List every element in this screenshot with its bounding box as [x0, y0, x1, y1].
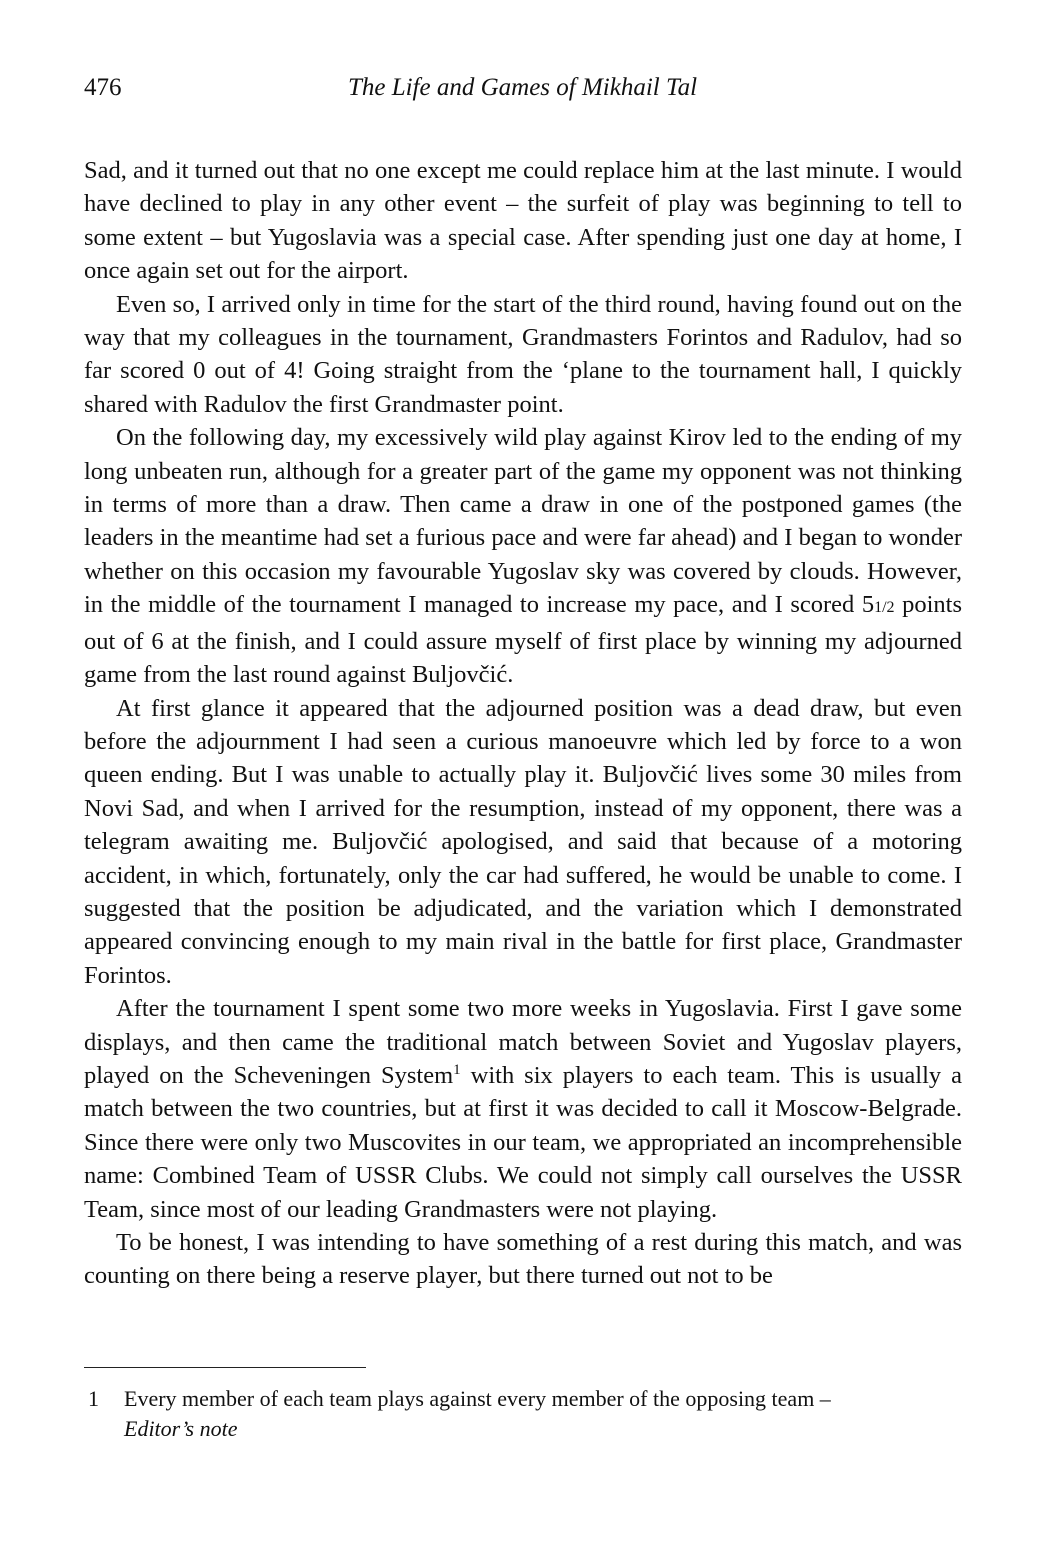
footnote-rule [84, 1367, 366, 1368]
fraction: 1/2 [874, 599, 895, 617]
footnote-number: 1 [88, 1386, 99, 1411]
footnote-body [124, 1384, 962, 1444]
footnote-text: Every member of each team plays against every member of the opposing team – [124, 1386, 831, 1411]
paragraph: At first glance it appeared that the adjourned position was a dead draw, but even before the adjournment I had seen a curious manoeuvre which led by force to a won queen ending. But I was unable to actually play it. Buljovčić lives some 30 miles from Novi Sad, and when I arrived for the resumption, instead of my opponent, there was a telegram awaiting me. Buljovčić apologised, and said that because of a motoring accident, in which, fortunately, only the car had suffered, he would be unable to come. I suggested that the position be adjudicated, and the variation which I demonstrated appeared convincing enough to my main rival in the battle for first place, Grandmaster Forintos. [84, 694, 962, 989]
paragraph: Sad, and it turned out that no one except me could replace him at the last minute. I would have declined to play in any other event – the surfeit of play was beginning to tell to some extent – but Yugoslavia was a special case. After spending just one day at home, I once again set out for the airport. [84, 157, 962, 285]
paragraph-text: points out of 6 at the finish, and I could assure myself of first place by winning my adjourned game from the last round against Buljovčić. [84, 591, 962, 689]
paragraph [84, 992, 962, 1226]
paragraph-text: After the tournament I spent some two more weeks in Yugoslavia. First I gave some displays, and then came the traditional match between Soviet and Yugoslav players, played on the Scheveningen System [84, 995, 962, 1089]
body-text [84, 154, 962, 1293]
page-number: 476 [84, 74, 122, 101]
footnote-ref[interactable]: 1 [453, 1061, 461, 1078]
paragraph [84, 421, 962, 691]
paragraph: To be honest, I was intending to have something of a rest during this match, and was counting on there being a reserve player, but there turned out not to be [84, 1229, 962, 1290]
paragraph: Even so, I arrived only in time for the start of the third round, having found out on the way that my colleagues in the tournament, Grandmasters Forintos and Radulov, had so far scored 0 out of 4! Going straight from the ‘plane to the tournament hall, I quickly shared with Radulov the first Grandmaster point. [84, 290, 962, 418]
paragraph-text: On the following day, my excessively wild play against Kirov led to the ending of my long unbeaten run, although for a greater part of the game my opponent was not thinking in terms of more than a draw. Then came a draw in one of the postponed games (the leaders in the meantime had set a furious pace and were far ahead) and I began to wonder whether on this occasion my favourable Yugoslav sky was covered by clouds. However, in the middle of the tournament I managed to increase my pace, and I scored 5 [84, 424, 962, 619]
footnote [84, 1384, 962, 1444]
footnote-editor-note: Editor’s note [124, 1416, 238, 1441]
paragraph-text: with six players to each team. This is usually a match between the two countries, but at first it was decided to call it Moscow-Belgrade. Since there were only two Muscovites in our team, we appropriated an incomprehensible name: Combined Team of USSR Clubs. We could not simply call ourselves the USSR Team, since most of our leading Grandmasters were not playing. [84, 1061, 962, 1223]
running-title: The Life and Games of Mikhail Tal [347, 74, 698, 101]
